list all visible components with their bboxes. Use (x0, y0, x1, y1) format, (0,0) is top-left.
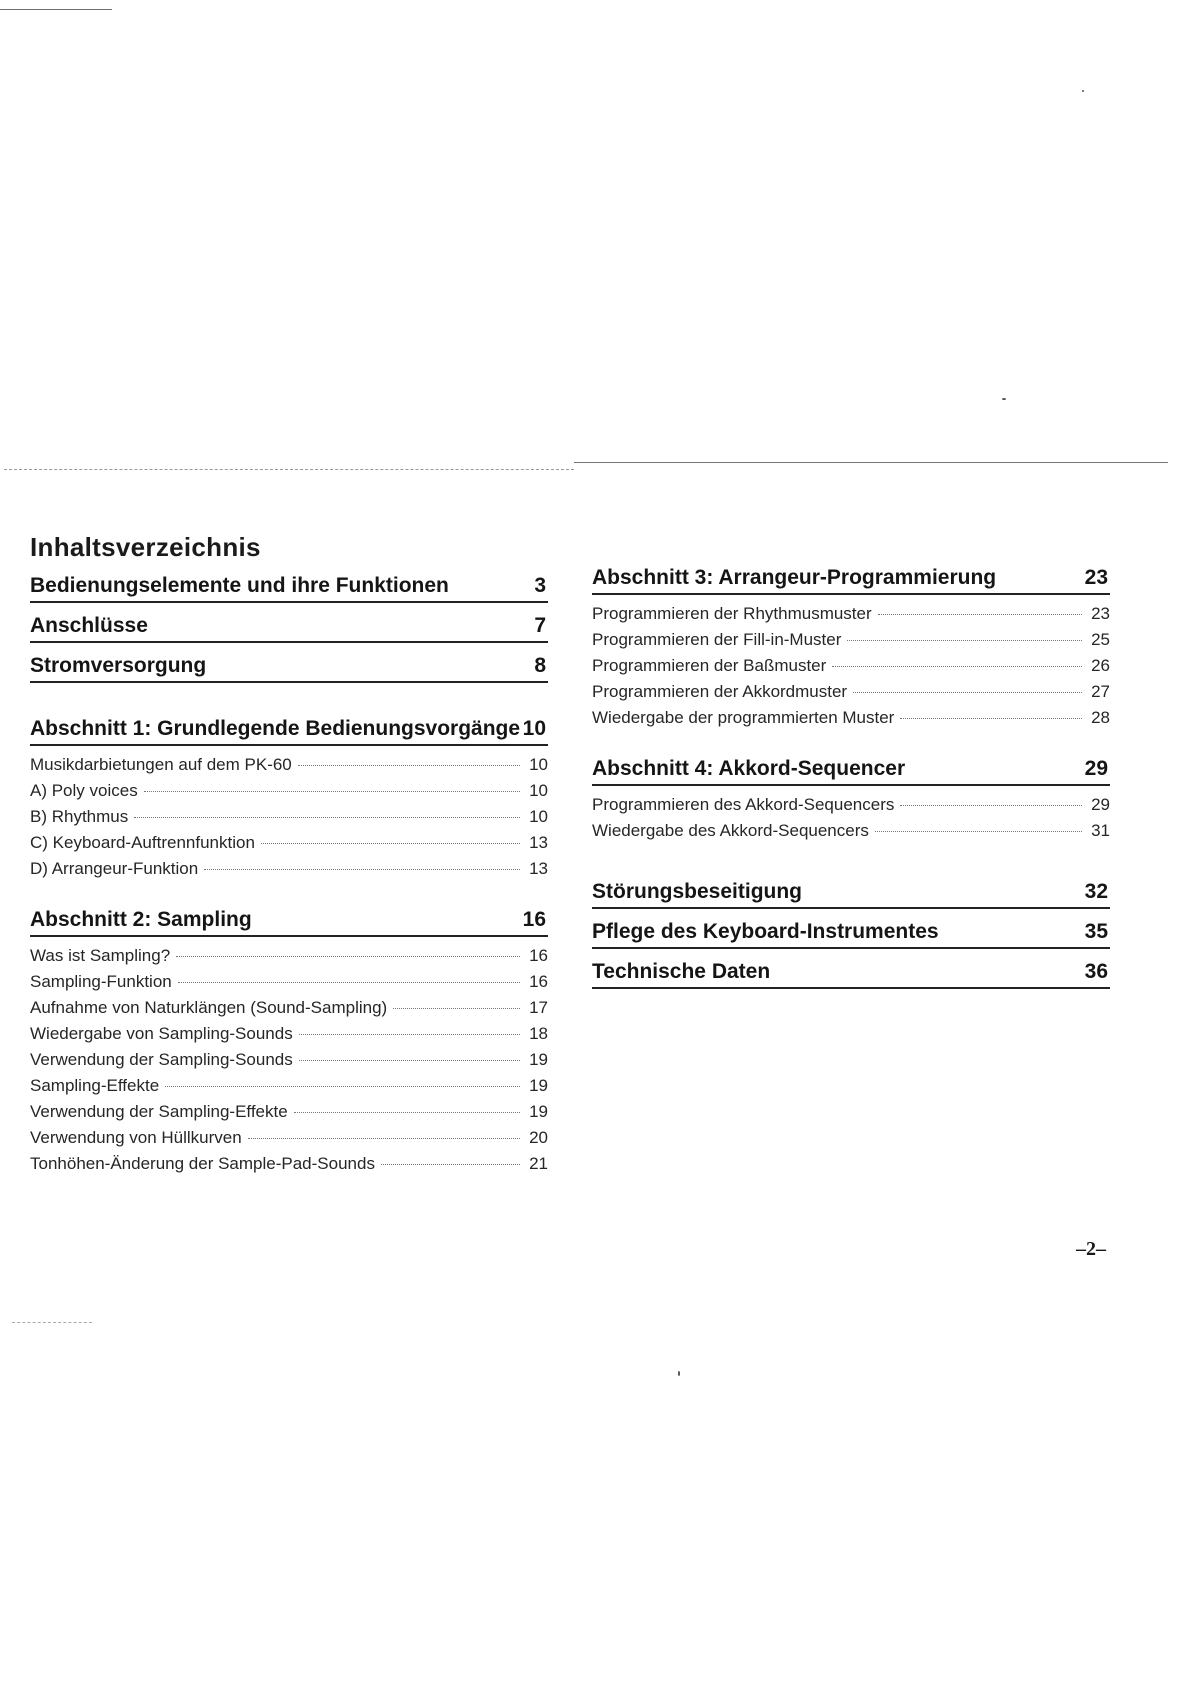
section-heading-page: 29 (1084, 757, 1108, 780)
toc-main-item-page: 3 (534, 574, 546, 597)
toc-entry-page: 19 (529, 1050, 548, 1069)
toc-section-2 (30, 908, 548, 1177)
section-heading (30, 908, 548, 937)
toc-entry (30, 1125, 548, 1151)
dot-leader (847, 640, 1082, 641)
toc-entry-page: 19 (529, 1076, 548, 1095)
dot-leader (176, 956, 520, 957)
document-title: Inhaltsverzeichnis (30, 532, 261, 562)
toc-entry-page: 20 (529, 1128, 548, 1147)
toc-entry-label: Wiedergabe des Akkord-Sequencers (592, 821, 869, 840)
toc-entry-label: Aufnahme von Naturklängen (Sound-Sampling) (30, 998, 388, 1017)
toc-entry-label: Wiedergabe der programmierten Muster (592, 708, 895, 727)
toc-main-item-page: 32 (1084, 880, 1108, 903)
toc-entry-label: Programmieren der Fill-in-Muster (592, 630, 842, 649)
dot-leader (900, 718, 1082, 719)
dot-leader (144, 791, 520, 792)
toc-entry-label: Programmieren der Baßmuster (592, 656, 827, 675)
toc-entry (30, 1099, 548, 1125)
toc-main-item (30, 574, 548, 603)
dot-leader (299, 1060, 520, 1061)
toc-entry (30, 752, 548, 778)
dot-leader (178, 982, 520, 983)
toc-section-4 (592, 757, 1110, 844)
scan-speck (1002, 398, 1006, 400)
toc-entry-label: Tonhöhen-Änderung der Sample-Pad-Sounds (30, 1154, 375, 1173)
section-heading-label: Abschnitt 1: Grundlegende Bedienungsvorgänge (30, 717, 521, 740)
toc-entry (592, 627, 1110, 653)
toc-entry-label: Programmieren der Akkordmuster (592, 682, 848, 701)
toc-entry-label: C) Keyboard-Auftrennfunktion (30, 833, 255, 852)
toc-section-3 (592, 566, 1110, 731)
toc-right-column (592, 566, 1110, 989)
toc-entry-label: B) Rhythmus (30, 807, 129, 826)
toc-entry-label: Musikdarbietungen auf dem PK-60 (30, 755, 292, 774)
toc-entry (592, 653, 1110, 679)
toc-entry-label: Sampling-Effekte (30, 1076, 160, 1095)
dot-leader (393, 1008, 520, 1009)
toc-main-item-label: Störungsbeseitigung (592, 880, 802, 903)
toc-entry-page: 13 (529, 859, 548, 878)
toc-entry-page: 10 (529, 807, 548, 826)
section-heading-label: Abschnitt 4: Akkord-Sequencer (592, 757, 906, 780)
toc-entry-label: Was ist Sampling? (30, 946, 171, 965)
toc-main-item-page: 36 (1084, 960, 1108, 983)
toc-main-item-label: Pflege des Keyboard-Instrumentes (592, 920, 939, 943)
section-heading-label: Abschnitt 2: Sampling (30, 908, 252, 931)
toc-entry (30, 969, 548, 995)
toc-entry-page: 28 (1091, 708, 1110, 727)
toc-entry-page: 18 (529, 1024, 548, 1043)
toc-main-item (592, 960, 1110, 989)
section-heading (30, 717, 548, 746)
toc-main-item (30, 654, 548, 683)
toc-main-item-page: 7 (534, 614, 546, 637)
dot-leader (248, 1138, 520, 1139)
toc-entry-page: 17 (529, 998, 548, 1017)
toc-entry-label: Verwendung der Sampling-Effekte (30, 1102, 288, 1121)
toc-entry (592, 818, 1110, 844)
scan-speck (1082, 90, 1084, 92)
toc-entry-page: 29 (1091, 795, 1110, 814)
scan-artifact-line (574, 462, 1168, 463)
toc-main-item-page: 35 (1084, 920, 1108, 943)
toc-main-item-label: Anschlüsse (30, 614, 148, 637)
toc-entry (592, 679, 1110, 705)
dot-leader (204, 869, 520, 870)
section-heading (592, 566, 1110, 595)
toc-entry (30, 1021, 548, 1047)
dot-leader (853, 692, 1082, 693)
toc-entry-label: D) Arrangeur-Funktion (30, 859, 199, 878)
toc-entry (30, 995, 548, 1021)
toc-entry-label: Verwendung von Hüllkurven (30, 1128, 242, 1147)
section-heading (592, 757, 1110, 786)
dot-leader (294, 1112, 520, 1113)
toc-entry (30, 943, 548, 969)
toc-main-item-page: 8 (534, 654, 546, 677)
toc-main-item (592, 880, 1110, 909)
toc-entry-page: 26 (1091, 656, 1110, 675)
page-number: –2– (1076, 1238, 1106, 1260)
toc-entry-page: 31 (1091, 821, 1110, 840)
dot-leader (134, 817, 520, 818)
toc-entry (592, 705, 1110, 731)
toc-entry (30, 856, 548, 882)
toc-entry (30, 1073, 548, 1099)
toc-entry-page: 10 (529, 781, 548, 800)
section-heading-page: 23 (1084, 566, 1108, 589)
dot-leader (298, 765, 520, 766)
dot-leader (165, 1086, 520, 1087)
toc-entry-page: 19 (529, 1102, 548, 1121)
dot-leader (875, 831, 1082, 832)
toc-entry-label: Programmieren des Akkord-Sequencers (592, 795, 895, 814)
toc-entry-page: 27 (1091, 682, 1110, 701)
toc-entry-page: 23 (1091, 604, 1110, 623)
toc-main-item-label: Bedienungselemente und ihre Funktionen (30, 574, 449, 597)
toc-main-item-label: Technische Daten (592, 960, 771, 983)
dot-leader (832, 666, 1082, 667)
scan-artifact-line (4, 469, 574, 470)
scan-artifact-line (0, 9, 112, 10)
toc-entry-page: 16 (529, 946, 548, 965)
toc-section-1 (30, 717, 548, 882)
section-heading-label: Abschnitt 3: Arrangeur-Programmierung (592, 566, 997, 589)
toc-entry-label: Verwendung der Sampling-Sounds (30, 1050, 293, 1069)
scan-artifact-line (12, 1322, 92, 1323)
toc-entry-label: Programmieren der Rhythmusmuster (592, 604, 872, 623)
section-heading-page: 16 (522, 908, 546, 931)
dot-leader (381, 1164, 520, 1165)
toc-entry-page: 13 (529, 833, 548, 852)
toc-entry-label: Wiedergabe von Sampling-Sounds (30, 1024, 293, 1043)
scan-speck (678, 1371, 680, 1376)
toc-entry (30, 830, 548, 856)
toc-entry-page: 25 (1091, 630, 1110, 649)
toc-entry (592, 601, 1110, 627)
toc-entry-page: 21 (529, 1154, 548, 1173)
toc-entry-page: 10 (529, 755, 548, 774)
toc-entry-page: 16 (529, 972, 548, 991)
toc-entry-label: Sampling-Funktion (30, 972, 172, 991)
toc-main-item-label: Stromversorgung (30, 654, 207, 677)
dot-leader (261, 843, 520, 844)
toc-entry (592, 792, 1110, 818)
toc-entry-label: A) Poly voices (30, 781, 138, 800)
toc-main-item (30, 614, 548, 643)
dot-leader (900, 805, 1082, 806)
toc-entry (30, 778, 548, 804)
dot-leader (299, 1034, 520, 1035)
toc-left-column (30, 574, 548, 1177)
toc-main-item (592, 920, 1110, 949)
toc-entry (30, 1047, 548, 1073)
toc-entry (30, 804, 548, 830)
section-heading-page: 10 (522, 717, 546, 740)
toc-entry (30, 1151, 548, 1177)
dot-leader (878, 614, 1082, 615)
